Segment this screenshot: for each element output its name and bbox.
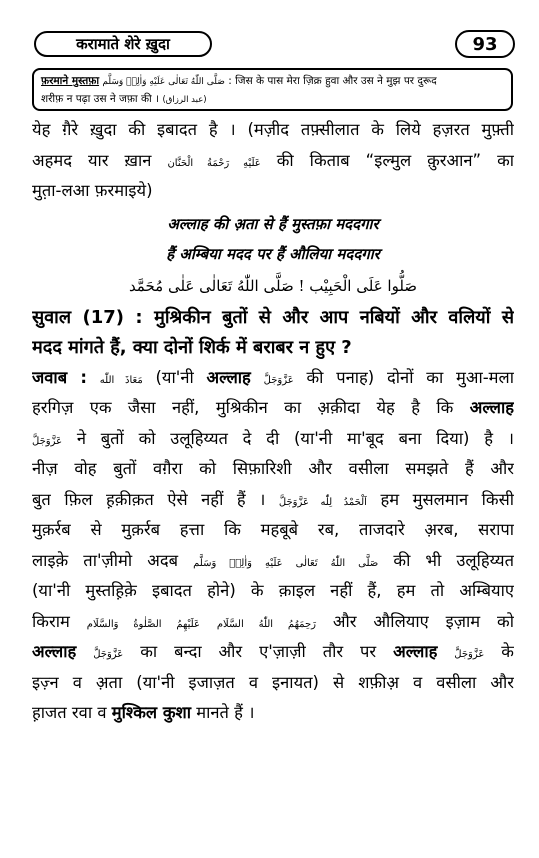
allah-word: अल्लाह <box>393 642 438 661</box>
arabic-honorific: عَلَيْهِمُ الصَّلٰوةُ وَالسَّلَام <box>86 618 200 630</box>
text-run: हरगिज़ एक जैसा नहीं, मुश्रिकीन का अ़क़ीदा येह है कि <box>32 398 454 417</box>
answer-line <box>32 637 514 668</box>
text-run: लाइक़े ता'ज़ीमो अदब <box>32 550 179 570</box>
answer-line: इज़्न व अ़ता (या'नी इजाज़त व इनायत) से शफ़ीअ़ व वसीला और <box>32 672 514 692</box>
book-title-badge <box>34 31 212 57</box>
answer-line <box>32 363 514 394</box>
banner-reference: (عبد الرزاق) <box>162 95 207 105</box>
page-number: 93 <box>472 33 498 55</box>
text-run: का बन्दा और ए'ज़ाज़ी तौर पर <box>140 642 377 661</box>
text-run: ने बुतों को उलूहिय्यत दे दी (या'नी मा'बूद बना दिया) है । <box>76 428 514 448</box>
answer-line <box>32 698 514 729</box>
allah-word: अल्लाह <box>206 367 251 387</box>
question-line-2: मदद मांगते हैं, क्या दोनों शिर्क में बराबर न हुए ? <box>32 336 352 358</box>
banner-text-2: शरीफ़ न पढ़ा उस ने जफ़ा की । <box>41 93 160 105</box>
body-line: येह ग़ैरे ख़ुदा की इबादत है । (मज़ीद तफ़्सीलात के लिये हज़रत मुफ़्ती <box>32 120 514 139</box>
allah-word: अल्लाह <box>469 398 514 417</box>
page-body <box>32 115 514 729</box>
text-run: (या'नी <box>155 367 194 387</box>
text-run: अहमद यार ख़ान <box>32 150 152 170</box>
arabic-honorific: رَحِمَهُمُ اللّٰهُ السَّلَام <box>216 618 316 630</box>
text-run: की भी उलूहिय्यत <box>393 550 514 570</box>
answer-line: (या'नी मुस्तह़िक़े इबादत होने) के क़ाइल नहीं हैं, हम तो अम्बियाए <box>32 581 514 600</box>
arabic-phrase: مَعَاذَ اللّٰه <box>99 374 143 386</box>
couplet-line-2: हैं अम्बिया मदद पर हैं औलिया मददगार <box>166 244 380 263</box>
text-run: और औलियाए इज़ाम <box>332 611 481 631</box>
answer-line <box>32 607 514 638</box>
text-run: किराम <box>32 611 70 631</box>
answer-line <box>32 485 514 516</box>
hadith-banner <box>32 68 513 111</box>
arabic-honorific: صَلَّى اللّٰهُ تَعَالٰى عَلَيْهِ وَاٰلِهٖ وَسَلَّم <box>193 557 379 569</box>
text-run: मानते हैं । <box>196 703 255 722</box>
bold-phrase: मुश्किल कुशा <box>111 703 191 722</box>
allah-word: अल्लाह <box>32 642 77 661</box>
body-line: मुत़ा-लआ फ़रमाइये) <box>32 181 153 200</box>
arabic-honorific: عَزَّوَجَلَّ <box>93 649 124 660</box>
text-run: बुत फ़िल ह़क़ीक़त ऐसे नहीं हैं । <box>32 489 266 509</box>
arabic-honorific: عَزَّوَجَلَّ <box>263 374 294 386</box>
banner-label: फ़रमाने मुस्तफ़ा <box>41 75 100 87</box>
banner-text-1: : जिस के पास मेरा ज़िक्र हुवा और उस ने मुझ पर दुरूद <box>228 75 437 87</box>
arabic-honorific: عَزَّوَجَلَّ <box>32 435 63 447</box>
text-run: की पनाह) दोनों का मुआ-मला <box>306 367 514 387</box>
text-run: के <box>501 642 514 661</box>
couplet-line-1: अल्लाह की अ़ता से हैं मुस्तफ़ा मददगार <box>167 214 379 233</box>
salawat-line: صَلُّوا عَلَى الْحَبِيْب ! صَلَّى اللّٰهُ تَعَالٰى عَلٰى مُحَمَّد <box>128 276 418 295</box>
body-line <box>32 146 514 177</box>
answer-line <box>32 424 514 455</box>
answer-label: जवाब : <box>32 367 87 387</box>
arabic-honorific: عَزَّوَجَلَّ <box>454 649 485 660</box>
answer-line <box>32 546 514 577</box>
answer-line <box>32 393 514 424</box>
question-line-1: सुवाल (17) : मुश्रिकीन बुतों से और आप नबियों और वलियों से <box>32 306 514 328</box>
text-run: हम मुसलमान किसी <box>380 489 514 509</box>
banner-salutation: صَلَّى اللّٰهُ تَعَالٰى عَلَيْهِ وَاٰلِهٖ وَسَلَّم <box>102 77 225 87</box>
answer-line: मुक़र्रब से मुक़र्रब हत्ता कि महबूबे रब, ताजदारे अ़रब, सरापा <box>32 520 514 539</box>
book-title: करामाते शेरे ख़ुदा <box>76 35 170 53</box>
page-number-badge <box>455 30 515 58</box>
text-run: की किताब “इल्मुल क़ुरआन” का <box>276 150 514 170</box>
text-run: ह़ाजत रवा व <box>32 703 107 722</box>
arabic-honorific: عَلَيْهِ رَحْمَةُ الْحَنَّان <box>167 157 261 169</box>
answer-line: नीज़ वोह बुतों वग़ैरा को सिफ़ारिशी और वसीला समझते हैं और <box>32 459 514 478</box>
arabic-phrase: اَلْحَمْدُ لِلّٰه عَزَّوَجَلَّ <box>278 496 367 508</box>
text-run: को <box>497 611 514 631</box>
